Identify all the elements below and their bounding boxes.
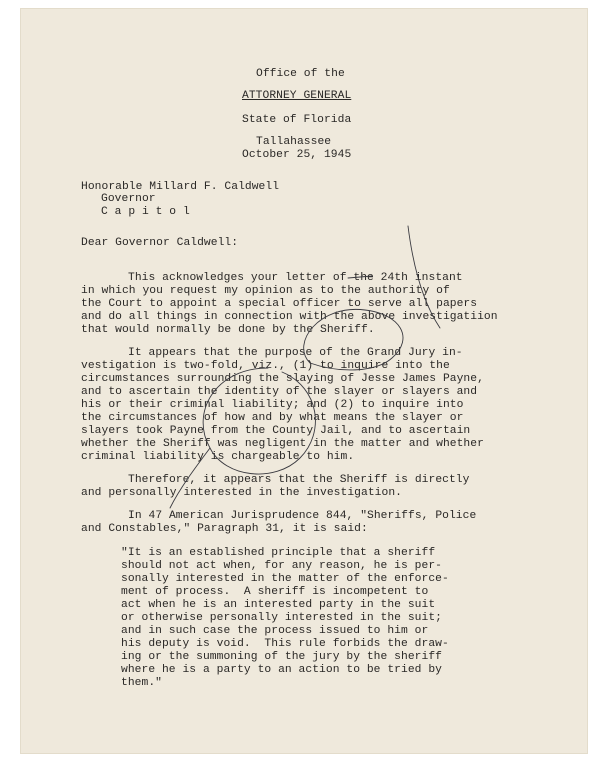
paragraph-4-line: In 47 American Jurisprudence 844, "Sheriffs, Police (128, 510, 477, 522)
quote-line: or otherwise personally interested in the suit; (121, 612, 442, 624)
quote-line: sonally interested in the matter of the enforce- (121, 573, 449, 585)
paragraph-2-line: the circumstances of how and by what means the slayer or (81, 412, 464, 424)
salutation: Dear Governor Caldwell: (81, 237, 239, 249)
quote-line: "It is an established principle that a sheriff (121, 547, 436, 559)
letter-page (20, 8, 588, 754)
addressee-title: Governor (101, 193, 156, 205)
paragraph-1-line: This acknowledges your letter of the 24th instant (128, 272, 463, 284)
quote-line: his deputy is void. This rule forbids the draw- (121, 638, 449, 650)
letter-date: October 25, 1945 (242, 149, 352, 161)
paragraph-2-line: his or their criminal liability; and (2) to inquire into (81, 399, 464, 411)
letterhead-office: Office of the (256, 68, 345, 80)
paragraph-1-line: in which you request my opinion as to the authority of (81, 285, 450, 297)
letterhead-city: Tallahassee (256, 136, 332, 148)
letterhead-state: State of Florida (242, 114, 352, 126)
pencil-tail (170, 448, 210, 508)
addressee-name: Honorable Millard F. Caldwell (81, 181, 280, 193)
pencil-circle-large (203, 368, 315, 474)
strike-through-mark (348, 276, 372, 278)
paragraph-2-line: circumstances surrounding the slaying of Jesse James Payne, (81, 373, 484, 385)
pencil-loop-upper (304, 309, 403, 370)
paragraph-2-line: vestigation is two-fold, viz., (1) to inquire into the (81, 360, 450, 372)
quote-line: where he is a party to an action to be tried by (121, 664, 442, 676)
letterhead-attorney-general: ATTORNEY GENERAL (242, 90, 352, 102)
paragraph-2-line: criminal liability is chargeable to him. (81, 451, 355, 463)
paragraph-1-line: the Court to appoint a special officer to serve all papers (81, 298, 478, 310)
paragraph-1-line: and do all things in connection with the above investigatiion (81, 311, 498, 323)
quote-line: them." (121, 677, 162, 689)
quote-line: should not act when, for any reason, he is per- (121, 560, 442, 572)
diagonal-pencil-line (408, 226, 440, 328)
paragraph-2-line: It appears that the purpose of the Grand Jury in- (128, 347, 463, 359)
paragraph-3-line: Therefore, it appears that the Sheriff is directly (128, 474, 470, 486)
paragraph-1-line: that would normally be done by the Sheriff. (81, 324, 375, 336)
paragraph-3-line: and personally interested in the investigation. (81, 487, 402, 499)
quote-line: ing or the summoning of the jury by the sheriff (121, 651, 442, 663)
quote-line: ment of process. A sheriff is incompetent to (121, 586, 429, 598)
paragraph-2-line: slayers took Payne from the County Jail, and to ascertain (81, 425, 471, 437)
quote-line: and in such case the process issued to him or (121, 625, 429, 637)
pencil-annotations (20, 8, 588, 754)
paragraph-4-line: and Constables," Paragraph 31, it is said: (81, 523, 368, 535)
paragraph-2-line: whether the Sheriff was negligent in the matter and whether (81, 438, 484, 450)
addressee-place: C a p i t o l (101, 206, 190, 218)
paragraph-2-line: and to ascertain the identity of the slayer or slayers and (81, 386, 478, 398)
quote-line: act when he is an interested party in the suit (121, 599, 436, 611)
